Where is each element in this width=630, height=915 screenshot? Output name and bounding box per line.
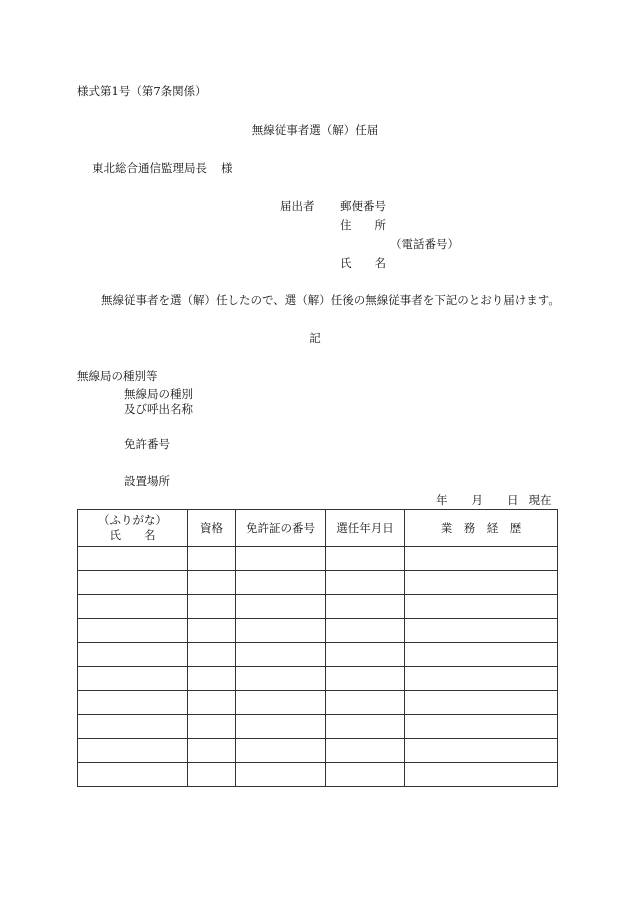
cell-appointment-date[interactable] (326, 715, 405, 739)
table-row (78, 571, 558, 595)
table-header-row (78, 510, 558, 547)
year-label: 年 (436, 493, 448, 507)
table-body (78, 547, 558, 787)
cell-name[interactable] (78, 595, 188, 619)
cell-appointment-date[interactable] (326, 619, 405, 643)
header-name (78, 510, 188, 547)
cell-qualification[interactable] (188, 571, 236, 595)
station-heading: 無線局の種別等 (77, 369, 158, 383)
operator-table (77, 509, 558, 787)
addressee (92, 161, 233, 175)
month-label: 月 (471, 493, 483, 507)
license-number-label: 免許番号 (124, 437, 170, 451)
cell-license-cert-no[interactable] (236, 715, 326, 739)
table-row (78, 763, 558, 787)
day-label: 日 (507, 493, 519, 507)
cell-name[interactable] (78, 763, 188, 787)
cell-name[interactable] (78, 715, 188, 739)
cell-license-cert-no[interactable] (236, 547, 326, 571)
cell-career[interactable] (405, 691, 558, 715)
ki-heading: 記 (309, 331, 321, 345)
name-label: 氏 名 (340, 256, 386, 270)
cell-name[interactable] (78, 739, 188, 763)
cell-qualification[interactable] (188, 691, 236, 715)
cell-appointment-date[interactable] (326, 643, 405, 667)
addressee-name: 東北総合通信監理局長 (92, 161, 207, 175)
cell-license-cert-no[interactable] (236, 763, 326, 787)
cell-license-cert-no[interactable] (236, 571, 326, 595)
form-number: 様式第1号（第7条関係） (77, 84, 207, 98)
cell-license-cert-no[interactable] (236, 595, 326, 619)
cell-name[interactable] (78, 691, 188, 715)
cell-career[interactable] (405, 763, 558, 787)
address-label: 住 所 (340, 218, 386, 232)
cell-license-cert-no[interactable] (236, 739, 326, 763)
cell-qualification[interactable] (188, 715, 236, 739)
cell-qualification[interactable] (188, 547, 236, 571)
cell-appointment-date[interactable] (326, 691, 405, 715)
cell-appointment-date[interactable] (326, 547, 405, 571)
cell-career[interactable] (405, 643, 558, 667)
current-label: 現在 (528, 493, 552, 507)
location-label: 設置場所 (124, 474, 170, 488)
cell-career[interactable] (405, 667, 558, 691)
cell-career[interactable] (405, 595, 558, 619)
cell-career[interactable] (405, 619, 558, 643)
as-of-date (436, 493, 552, 507)
station-type-label: 無線局の種別 (124, 387, 193, 401)
table-row (78, 715, 558, 739)
table-row (78, 667, 558, 691)
cell-appointment-date[interactable] (326, 763, 405, 787)
cell-license-cert-no[interactable] (236, 691, 326, 715)
cell-name[interactable] (78, 643, 188, 667)
cell-qualification[interactable] (188, 643, 236, 667)
cell-career[interactable] (405, 571, 558, 595)
cell-appointment-date[interactable] (326, 595, 405, 619)
header-license-cert-no: 免許証の番号 (236, 510, 326, 547)
addressee-honorific: 様 (221, 161, 233, 175)
cell-license-cert-no[interactable] (236, 667, 326, 691)
cell-qualification[interactable] (188, 619, 236, 643)
cell-career[interactable] (405, 547, 558, 571)
header-name-label: 氏 名 (109, 528, 156, 542)
cell-name[interactable] (78, 667, 188, 691)
table-row (78, 595, 558, 619)
cell-qualification[interactable] (188, 667, 236, 691)
cell-name[interactable] (78, 619, 188, 643)
cell-qualification[interactable] (188, 763, 236, 787)
cell-career[interactable] (405, 715, 558, 739)
filer-label: 届出者 (280, 199, 315, 213)
cell-qualification[interactable] (188, 595, 236, 619)
cell-name[interactable] (78, 547, 188, 571)
header-appointment-date: 選任年月日 (326, 510, 405, 547)
cell-appointment-date[interactable] (326, 571, 405, 595)
cell-career[interactable] (405, 739, 558, 763)
table-row (78, 643, 558, 667)
header-furigana: （ふりがな） (98, 513, 167, 527)
table-row (78, 739, 558, 763)
cell-license-cert-no[interactable] (236, 619, 326, 643)
phone-label: （電話番号） (390, 237, 459, 251)
header-qualification: 資格 (188, 510, 236, 547)
table-row (78, 691, 558, 715)
document-title: 無線従事者選（解）任届 (251, 123, 379, 137)
cell-appointment-date[interactable] (326, 667, 405, 691)
cell-qualification[interactable] (188, 739, 236, 763)
callsign-label: 及び呼出名称 (124, 402, 193, 416)
table-row (78, 547, 558, 571)
cell-license-cert-no[interactable] (236, 643, 326, 667)
cell-appointment-date[interactable] (326, 739, 405, 763)
header-career: 業 務 経 歴 (405, 510, 558, 547)
postal-code-label: 郵便番号 (340, 199, 386, 213)
table-row (78, 619, 558, 643)
body-statement: 無線従事者を選（解）任したので、選（解）任後の無線従事者を下記のとおり届けます。 (101, 293, 560, 307)
cell-name[interactable] (78, 571, 188, 595)
